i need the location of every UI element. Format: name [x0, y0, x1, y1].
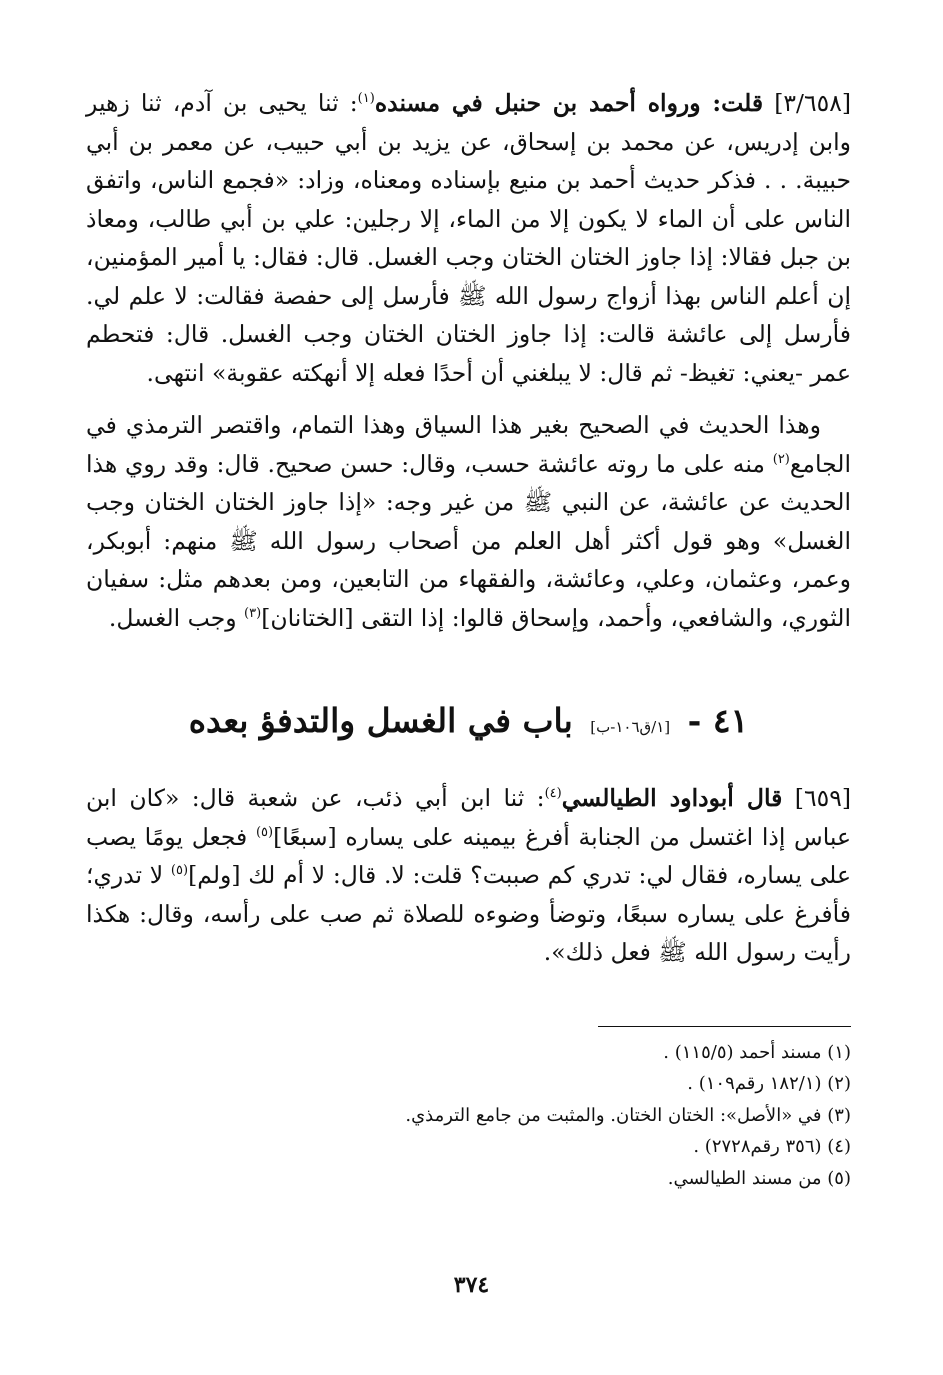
- footnote-item: (٤) (٣٥٦ رقم٢٧٢٨) .: [693, 1136, 851, 1157]
- paragraph-659: [86, 779, 851, 972]
- paragraph-commentary: [86, 406, 851, 637]
- footnote-ref-2[interactable]: (٢): [772, 451, 790, 467]
- chapter-title: باب في الغسل والتدفؤ بعده: [188, 701, 573, 740]
- paragraph-text: وجب الغسل.: [108, 603, 245, 632]
- chapter-number: ٤١ -: [687, 701, 749, 740]
- paragraph-ref: [٦٥٩]: [794, 784, 851, 812]
- footnote-item: (١) مسند أحمد (١١٥/٥) .: [663, 1041, 851, 1063]
- footnotes-list: [86, 1037, 851, 1195]
- footnote-ref-3[interactable]: (٣): [244, 605, 262, 621]
- paragraph-text: منه على ما روته عائشة حسب، وقال: حسن صحيح. قال: وقد روي هذا الحديث عن عائشة، عن النبي ﷺ من غير وجه: «إذا جاوز الختان الختان وجب الغسل» وهو قول أكثر أهل العلم من أصحاب رسول الله ﷺ منهم: أبوبكر، وعمر، وعثمان، وعلي، وعائشة، والفقهاء من التابعين، ومن بعدهم مثل: سفيان الثوري، والشافعي، وأحمد، وإسحاق قالوا: إذا التقى [الختانان]: [86, 449, 851, 632]
- paragraph-lead: قال أبوداود الطيالسي: [561, 784, 783, 812]
- footnote-item: (٢) (١٨٢/١ رقم١٠٩) .: [687, 1073, 851, 1094]
- footnote-separator: [598, 1026, 851, 1027]
- paragraph-text: : ثنا يحيى بن آدم، ثنا زهير وابن إدريس، عن محمد بن إسحاق، عن يزيد بن أبي حبيب، عن معمر بن أبي حبيبة. . . فذكر حديث أحمد بن منيع بإسناده ومعناه، وزاد: «فجمع الناس، واتفق الناس على أن الماء لا يكون إلا من الماء، إلا رجلين: علي بن أبي طالب، ومعاذ بن جبل فقالا: إذا جاوز الختان الختان وجب الغسل. قال: فقال: يا أمير المؤمنين، إن أعلم الناس بهذا أزواج رسول الله ﷺ فأرسل إلى حفصة فقالت: لا علم لي. فأرسل إلى عائشة قالت: إذا جاوز الختان الختان وجب الغسل. قال: فتحطم عمر -يعني: تغيظ- ثم قال: لا يبلغني أن أحدًا فعله إلا أنهكته عقوبة» انتهى.: [86, 89, 851, 387]
- paragraph-ref: [٣/٦٥٨]: [774, 89, 851, 117]
- paragraph-text: لا تدري؛ فأفرغ على يساره سبعًا، وتوضأ وضوءه للصلاة ثم صب على رأسه، وقال: هكذا رأيت رسول الله ﷺ فعل ذلك».: [86, 861, 851, 966]
- footnote-ref-4[interactable]: (٤): [544, 786, 562, 802]
- chapter-heading: [86, 699, 851, 749]
- paragraph-658: [86, 84, 851, 392]
- footnote-ref-5[interactable]: (٥): [170, 863, 189, 879]
- manuscript-ref: [١/ق١٠٦-ب]: [590, 718, 671, 736]
- paragraph-text: فجعل يومًا يصب على يساره، فقال لي: تدري كم صببت؟ قلت: لا. قال: لا أم لك [ولم]: [86, 822, 851, 889]
- footnote-item: (٥) من مسند الطيالسي.: [667, 1167, 851, 1189]
- paragraph-lead: قلت: ورواه أحمد بن حنبل في مسنده: [374, 89, 764, 117]
- footnote-ref-1[interactable]: (١): [357, 91, 375, 107]
- page-number: ٣٧٤: [453, 1272, 490, 1298]
- footnote-ref-5[interactable]: (٥): [255, 824, 274, 840]
- footnote-item: (٣) في «الأصل»: الختان الختان. والمثبت من جامع الترمذي.: [405, 1104, 851, 1126]
- paragraph-text: وهذا الحديث في الصحيح بغير هذا السياق وهذا التمام، واقتصر الترمذي في الجامع: [86, 411, 851, 478]
- paragraph-text: : ثنا ابن أبي ذئب، عن شعبة قال: «كان ابن عباس إذا اغتسل من الجنابة أفرغ بيمينه على يساره [سبعًا]: [86, 784, 851, 851]
